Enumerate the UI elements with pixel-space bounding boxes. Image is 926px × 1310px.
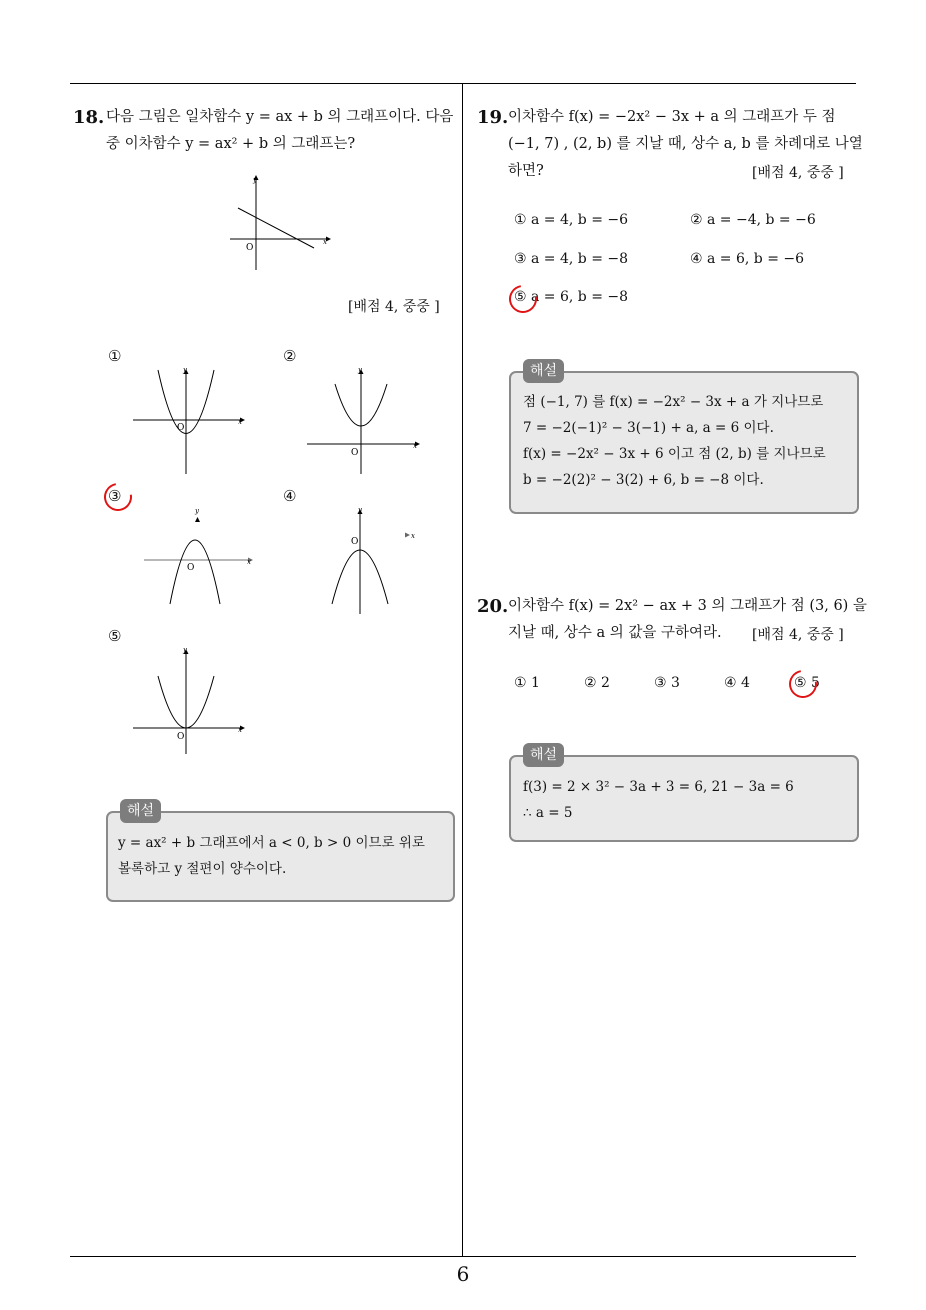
q18-number: 18. (73, 107, 105, 128)
q18-opt2-y-label: y (358, 366, 362, 374)
bottom-rule (70, 1256, 856, 1257)
q20-option-2[interactable]: ② 2 (584, 675, 610, 691)
q18-opt3-y-label: y (195, 507, 199, 515)
q18-option-2-label[interactable]: ② (283, 347, 297, 365)
q18-opt4-y-label: y (358, 506, 362, 514)
q18-answer-mark (99, 478, 138, 517)
q18-option-1-graph (128, 364, 248, 476)
q18-opt2-origin: O (351, 448, 359, 458)
q18-opt1-y-label: y (183, 366, 187, 374)
q19-line2: (−1, 7) , (2, b) 를 지날 때, 상수 a, b 를 차례대로 나열 (508, 136, 863, 152)
q19-explanation-line3: f(x) = −2x² − 3x + 6 이고 점 (2, b) 를 지나므로 (523, 446, 826, 462)
q19-option-3[interactable]: ③ a = 4, b = −8 (514, 251, 629, 267)
q18-line1: 다음 그림은 일차함수 y = ax + b 의 그래프이다. 다음 (106, 109, 454, 125)
q19-option-2[interactable]: ② a = −4, b = −6 (690, 212, 816, 228)
q20-explanation-line2: ∴ a = 5 (523, 805, 573, 821)
q20-explanation-line1: f(3) = 2 × 3² − 3a + 3 = 6, 21 − 3a = 6 (523, 779, 794, 795)
q19-option-4[interactable]: ④ a = 6, b = −6 (690, 251, 805, 267)
q20-explanation-box (509, 755, 859, 842)
q20-option-1[interactable]: ① 1 (514, 675, 540, 691)
q19-explanation-line1: 점 (−1, 7) 를 f(x) = −2x² − 3x + a 가 지나므로 (523, 394, 824, 410)
q18-opt5-y-label: y (183, 646, 187, 654)
q18-opt5-origin: O (177, 732, 185, 742)
q18-linear-origin: O (246, 243, 254, 253)
q18-opt5-x-label: x (238, 726, 242, 734)
q18-opt4-x-label: x (411, 532, 415, 540)
q18-explanation-line2: 볼록하고 y 절편이 양수이다. (118, 861, 287, 877)
q20-option-4[interactable]: ④ 4 (724, 675, 750, 691)
q19-points: [배점 4, 중중 ] (752, 165, 844, 181)
q18-option-5-graph (128, 644, 248, 756)
q18-option-1-label[interactable]: ① (108, 347, 122, 365)
q18-explanation-line1: y = ax² + b 그래프에서 a < 0, b > 0 이므로 위로 (118, 835, 425, 851)
q19-answer-mark (504, 280, 543, 319)
q19-option-1[interactable]: ① a = 4, b = −6 (514, 212, 629, 228)
q18-option-5-label[interactable]: ⑤ (108, 627, 122, 645)
q18-linear-y-label: y (253, 176, 257, 184)
q18-linear-graph (226, 172, 332, 272)
q18-option-3-label[interactable]: ③ (108, 487, 122, 505)
q19-explanation-line4: b = −2(2)² − 3(2) + 6, b = −8 이다. (523, 472, 764, 488)
column-divider (462, 83, 463, 1256)
q19-explanation-box (509, 371, 859, 514)
top-rule (70, 83, 856, 84)
q18-explanation-tag: 해설 (120, 799, 161, 823)
q18-opt2-x-label: x (413, 442, 417, 450)
q20-line1: 이차함수 f(x) = 2x² − ax + 3 의 그래프가 점 (3, 6) 을 (508, 598, 867, 614)
q18-linear-x-label: x (323, 238, 327, 246)
q18-opt3-x-label: x (247, 558, 251, 566)
q19-option-5[interactable]: ⑤ a = 6, b = −8 (514, 289, 629, 305)
q18-opt4-origin: O (351, 537, 359, 547)
q18-opt1-x-label: x (238, 418, 242, 426)
q20-points: [배점 4, 중중 ] (752, 627, 844, 643)
q19-line1: 이차함수 f(x) = −2x² − 3x + a 의 그래프가 두 점 (508, 109, 836, 125)
q18-option-4-label[interactable]: ④ (283, 487, 297, 505)
q18-explanation-box (106, 811, 455, 902)
q20-line2: 지날 때, 상수 a 의 값을 구하여라. (508, 625, 722, 641)
q18-opt1-origin: O (177, 423, 185, 433)
q18-option-2-graph (305, 364, 425, 476)
q18-opt3-origin: O (187, 563, 195, 573)
q19-number: 19. (477, 107, 509, 128)
q19-explanation-line2: 7 = −2(−1)² − 3(−1) + a, a = 6 이다. (523, 420, 774, 436)
page-number: 6 (456, 1262, 470, 1286)
q20-option-3[interactable]: ③ 3 (654, 675, 680, 691)
q20-number: 20. (477, 596, 509, 617)
q19-line3: 하면? (508, 163, 544, 179)
q18-line2: 중 이차함수 y = ax² + b 의 그래프는? (106, 136, 356, 152)
q18-option-3-graph (140, 504, 260, 616)
q20-explanation-tag: 해설 (523, 743, 564, 767)
q19-explanation-tag: 해설 (523, 359, 564, 383)
q18-option-4-graph (300, 504, 425, 616)
q20-option-5[interactable]: ⑤ 5 (794, 675, 820, 691)
q18-points: [배점 4, 중중 ] (348, 299, 440, 315)
q20-answer-mark (784, 665, 823, 704)
